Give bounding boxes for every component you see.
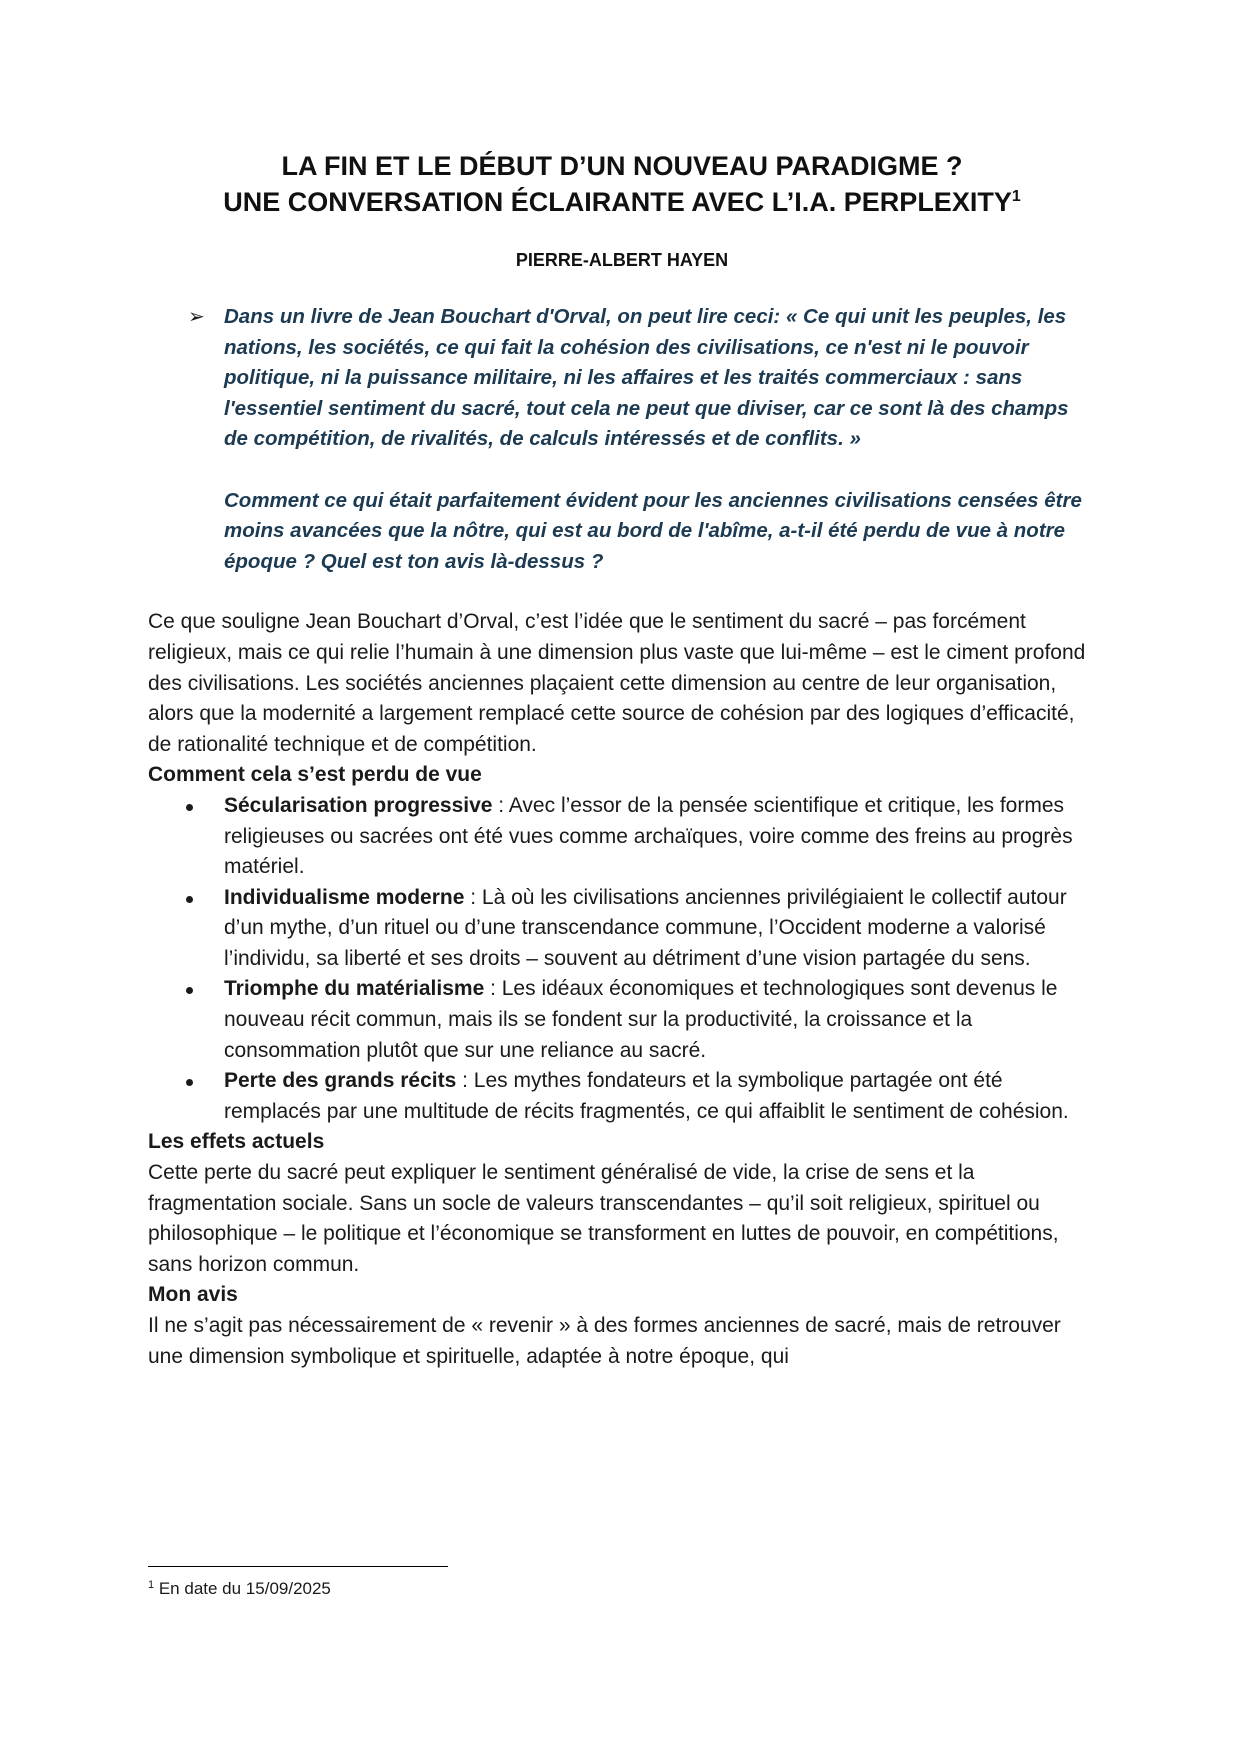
section-heading-lost: Comment cela s’est perdu de vue (148, 763, 482, 787)
bullet-dot-icon (186, 1079, 193, 1086)
footnote-text: En date du 15/09/2025 (154, 1579, 331, 1598)
list-item-text: : Les mythes fondateurs et la symbolique partagée ont été remplacés par une multitude de récits fragmentés, ce qui affaiblit le sentiment de cohésion. (224, 1069, 1069, 1123)
list-item-text: : Les idéaux économiques et technologiques sont devenus le nouveau récit commun, mais ils se fondent sur la productivité, la croissance et la consommation plutôt que sur une reliance au sacré. (224, 977, 1058, 1062)
opinion-paragraph: Il ne s’agit pas nécessairement de « revenir » à des formes anciennes de sacré, mais de retrouver une dimension symbolique et spirituelle, adaptée à notre époque, qui (148, 1314, 1061, 1368)
arrow-bullet-icon: ➢ (188, 306, 205, 328)
author-name: PIERRE-ALBERT HAYEN (515, 250, 729, 270)
list-item-term: Perte des grands récits (224, 1069, 457, 1093)
section-heading-opinion: Mon avis (148, 1283, 238, 1307)
intro-paragraph: Ce que souligne Jean Bouchart d’Orval, c’est l’idée que le sentiment du sacré – pas forcément religieux, mais ce qui relie l’humain à une dimension plus vaste que lui-même – est le ciment profond des civilisations. Les sociétés anciennes plaçaient cette dimension au centre de leur organisation, alors que la modernité a largement remplacé cette source de cohésion par des logiques d’efficacité, de rationalité technique et de compétition. (148, 610, 1086, 756)
bullet-dot-icon (186, 896, 193, 903)
question-block (148, 302, 1096, 577)
causes-list (148, 791, 1096, 1128)
title-line-1: LA FIN ET LE DÉBUT D’UN NOUVEAU PARADIGME ? (281, 151, 963, 181)
title-line-2: UNE CONVERSATION ÉCLAIRANTE AVEC L’I.A. PERPLEXITY (223, 187, 1012, 217)
footnote (148, 1578, 331, 1600)
list-item (224, 1066, 1096, 1127)
list-item-text: : Avec l’essor de la pensée scientifique et critique, les formes religieuses ou sacrées ont été vues comme archaïques, voire comme des freins au progrès matériel. (224, 793, 1073, 879)
list-item (224, 883, 1096, 975)
list-item-term: Triomphe du matérialisme (224, 977, 485, 1001)
footnote-mark: 1 (148, 1579, 155, 1591)
list-item-term: Individualisme moderne (224, 885, 465, 909)
bullet-dot-icon (186, 804, 193, 811)
section-heading-effects: Les effets actuels (148, 1130, 325, 1154)
list-item-term: Sécularisation progressive (224, 793, 493, 817)
document-title (148, 148, 1096, 220)
question-paragraph-2: Comment ce qui était parfaitement évident pour les anciennes civilisations censées être moins avancées que la nôtre, qui est au bord de l'abîme, a-t-il été perdu de vue à notre époque ? Quel est ton avis là-dessus ? (224, 488, 1082, 573)
document-page (148, 148, 1096, 1372)
effects-paragraph: Cette perte du sacré peut expliquer le sentiment généralisé de vide, la crise de sens et la fragmentation sociale. Sans un socle de valeurs transcendantes – qu’il soit religieux, spirituel ou philosophique – le politique et l’économique se transforment en luttes de pouvoir, en compétitions, sans horizon commun. (148, 1161, 1059, 1276)
bullet-dot-icon (186, 987, 193, 994)
footnote-divider (148, 1566, 448, 1567)
question-paragraph-1: Dans un livre de Jean Bouchart d'Orval, on peut lire ceci: « Ce qui unit les peuples, les nations, les sociétés, ce qui fait la cohésion des civilisations, ce n'est ni le pouvoir politique, ni la puissance militaire, ni les affaires et les traités commerciaux : sans l'essentiel sentiment du sacré, tout cela ne peut que diviser, car ce sont là des champs de compétition, de rivalités, de calculs intéressés et de conflits. » (224, 305, 1069, 451)
list-item-text: : Là où les civilisations anciennes privilégiaient le collectif autour d’un mythe, d’un rituel ou d’une transcendance commune, l’Occident moderne a valorisé l’individu, sa liberté et ses droits – souvent au détriment d’une vision partagée du sens. (224, 885, 1067, 970)
list-item (224, 974, 1096, 1066)
list-item (224, 791, 1096, 883)
title-footnote-mark[interactable]: 1 (1011, 188, 1021, 205)
